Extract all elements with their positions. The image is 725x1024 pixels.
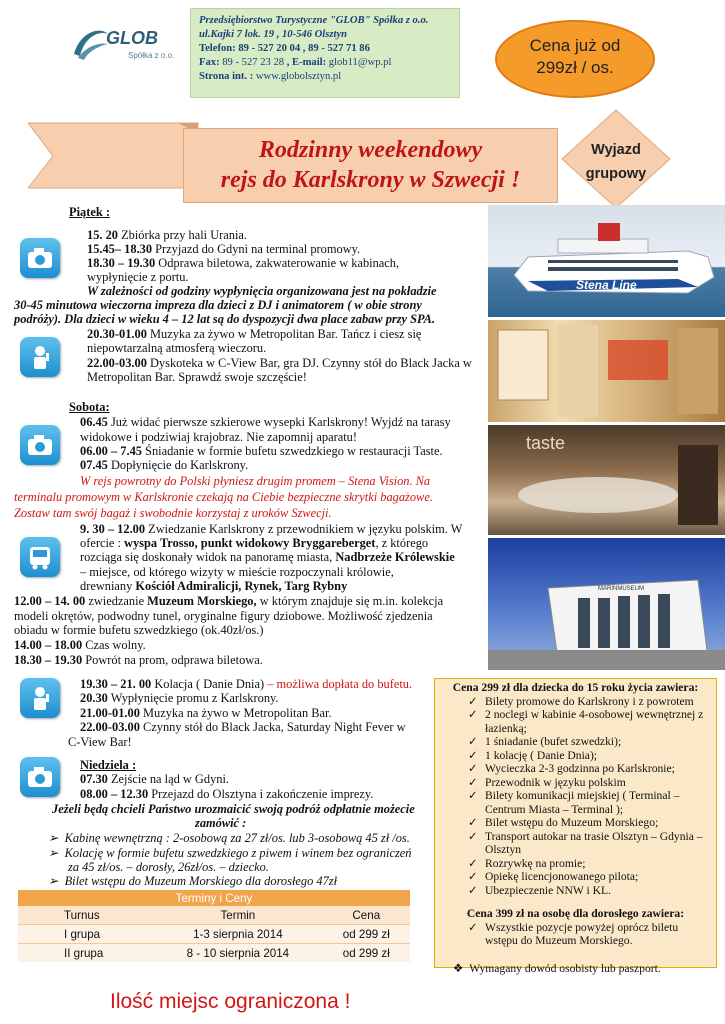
price-badge xyxy=(495,20,655,98)
price-includes-box xyxy=(434,678,717,975)
logo-subtitle: Spółka z o.o. xyxy=(128,51,175,60)
saturday-line-2: widokowe i podziwiaj krajobraz. Nie zapomnij aparatu! xyxy=(80,430,357,444)
cell-price: od 299 zł xyxy=(323,944,410,963)
website-link[interactable]: www.globolsztyn.pl xyxy=(255,71,342,82)
sunday-heading: Niedziela : xyxy=(80,758,137,772)
limited-seats-notice: Ilość miejsc ograniczona ! xyxy=(110,990,351,1013)
checkmark-icon: ✓ xyxy=(468,694,478,708)
saturday-return-3: Zostaw tam swój bagaż i swobodnie korzystaj z uroków Szwecji. xyxy=(14,506,332,520)
includes-item-text: 1 śniadanie (bufet szwedzki); xyxy=(485,735,622,748)
restaurant-image xyxy=(488,425,725,535)
includes-item-text: Transport autokar na trasie Olsztyn – Gdynia – xyxy=(485,829,703,843)
friday-line-8: Metropolitan Bar. Sprawdź swoje szczęście! xyxy=(87,370,307,384)
checkmark-icon: ✓ xyxy=(468,789,478,802)
includes-item-text: 1 kolację ( Danie Dnia); xyxy=(485,748,598,762)
includes-item-text: Ubezpieczenie NNW i KL. xyxy=(485,883,611,897)
text: Odprawa biletowa, zakwaterowanie w kabinach, xyxy=(155,256,400,270)
time: 06.45 xyxy=(80,415,108,429)
saturday-return-1: W rejs powrotny do Polski płyniesz drugim promem – Stena Vision. Na xyxy=(80,474,431,488)
includes-item xyxy=(435,749,716,763)
text: ofercie : xyxy=(80,536,125,550)
optional-extras-line-1: Jeżeli będą chcieli Państwo urozmaicić swoją podróż odpłatnie możecie xyxy=(52,802,415,816)
text: Muzyka na żywo w Metropolitan Bar. xyxy=(139,706,332,720)
time: 18.30 – 19.30 xyxy=(87,256,156,270)
fax-value: 89 - 527 23 28 xyxy=(222,57,287,68)
includes-item-text: Bilety promowe do Karlskrony i z powrotem xyxy=(485,694,694,708)
checkmark-icon: ✓ xyxy=(468,775,478,789)
text: zwiedzanie xyxy=(85,594,148,608)
group-trip-line2: grupowy xyxy=(585,166,647,182)
time: 21.00-01.00 xyxy=(80,706,140,720)
checkmark-icon: ✓ xyxy=(468,816,478,829)
col-header-turnus: Turnus xyxy=(18,906,153,925)
friday-note-1: W zależności od godziny wypłynięcia organizowana jest na pokładzie xyxy=(87,284,437,298)
optional-item-3 xyxy=(48,874,337,888)
email-link[interactable]: glob11@wp.pl xyxy=(328,57,392,68)
text: Kolacja ( Danie Dnia) xyxy=(151,677,268,691)
friday-heading: Piątek : xyxy=(69,205,110,219)
restaurant-photo xyxy=(488,425,725,535)
text: Śniadanie w formie bufetu szwedzkiego w restauracji Taste. xyxy=(141,444,443,458)
company-phone: Telefon: 89 - 527 20 04 , 89 - 527 71 86 xyxy=(199,43,370,54)
saturday-line-3 xyxy=(80,444,443,458)
highlight: Muzeum Morskiego, xyxy=(147,594,257,608)
text: rozciąga się doskonały widok na panoramę miasta, xyxy=(80,550,336,564)
includes-item xyxy=(435,884,716,898)
checkmark-icon: ✓ xyxy=(468,870,478,883)
fax-label: Fax: xyxy=(199,57,223,68)
includes-item xyxy=(435,934,716,948)
text: Czas wolny. xyxy=(82,638,146,652)
banner-title xyxy=(183,128,558,203)
highlight: Kościół Admiralicji, Rynek, Targ Rybny xyxy=(135,579,348,593)
sunday-line-1 xyxy=(80,772,229,786)
person-ok-icon xyxy=(20,678,60,718)
saturday-return-2: terminalu promowym w Karlskronie czekają na Ciebie bezpieczne skrytki bagażowe. xyxy=(14,490,433,504)
includes-item xyxy=(435,762,716,776)
time: 08.00 – 12.30 xyxy=(80,787,149,801)
includes-item xyxy=(435,735,716,749)
cell-group: I grupa xyxy=(18,925,153,944)
banner-title-line2: rejs do Karlskrony w Szwecji ! xyxy=(220,167,521,193)
text: drewniany xyxy=(80,579,136,593)
includes-item xyxy=(435,870,716,884)
terms-title: Terminy i Ceny xyxy=(18,890,410,906)
includes-item-text: Opiekę licencjonowanego pilota; xyxy=(485,870,639,883)
text: Dyskoteka w C-View Bar, gra DJ. Czynny stół do Black Jacka w xyxy=(146,356,472,370)
saturday-tour-2 xyxy=(80,536,428,550)
time: 22.00-03.00 xyxy=(80,720,140,734)
includes-item-text: Centrum Miasta – Terminal ); xyxy=(485,802,624,816)
optional-item-2 xyxy=(48,846,411,860)
saturday-museum-1 xyxy=(14,594,443,608)
optional-extras-line-2: zamówić : xyxy=(195,816,247,830)
includes-item-text: Wycieczka 2-3 godzinna po Karlskronie; xyxy=(485,762,675,775)
saturday-evening-1 xyxy=(80,677,412,691)
cabin-photo xyxy=(488,320,725,422)
child-price-heading: Cena 299 zł dla dziecka do 15 roku życia zawiera: xyxy=(452,681,699,694)
text: Przyjazd do Gdyni na terminal promowy. xyxy=(152,242,361,256)
includes-item-text: Olsztyn xyxy=(485,843,522,856)
text: Zwiedzanie Karlskrony z przewodnikiem w języku polskim. W xyxy=(145,522,463,536)
time: 9. 30 – 12.00 xyxy=(80,522,146,536)
text: Wypłynięcie promu z Karlskrony. xyxy=(107,691,279,705)
saturday-tour-3 xyxy=(80,550,455,564)
includes-item xyxy=(435,803,716,817)
saturday-museum-3: obiadu w formie bufetu szwedzkiego (ok.40zł/os.) xyxy=(14,623,264,637)
saturday-evening-2 xyxy=(80,691,279,705)
time: 14.00 – 18.00 xyxy=(14,638,83,652)
text: Powrót na prom, odprawa biletowa. xyxy=(82,653,263,667)
group-trip-line1: Wyjazd xyxy=(591,142,641,158)
includes-item xyxy=(435,816,716,830)
text: Czynny stół do Black Jacka, Saturday Night Fever w xyxy=(139,720,406,734)
checkmark-icon: ✓ xyxy=(468,856,478,870)
includes-item xyxy=(435,776,716,790)
checkmark-icon: ✓ xyxy=(468,708,478,721)
saturday-heading: Sobota: xyxy=(69,400,110,414)
time: 15. 20 xyxy=(87,228,118,242)
time: 20.30 xyxy=(80,691,108,705)
friday-line-5 xyxy=(87,327,421,341)
text: Dopłynięcie do Karlskrony. xyxy=(107,458,249,472)
time: 20.30-01.00 xyxy=(87,327,147,341)
time: 18.30 – 19.30 xyxy=(14,653,83,667)
optional-item-1 xyxy=(48,831,410,845)
price-badge-line1: Cena już od xyxy=(529,36,621,55)
text: Muzyka za żywo w Metropolitan Bar. Tańcz i ciesz się xyxy=(146,327,422,341)
highlight: wyspa Trosso, punkt widokowy Bryggareberget xyxy=(124,536,376,550)
company-name: Przedsiębiorstwo Turystyczne "GLOB" Spółka z o.o. xyxy=(199,15,429,26)
camera-icon xyxy=(20,238,60,278)
text: Zejście na ląd w Gdyni. xyxy=(107,772,230,786)
museum-image xyxy=(488,538,725,670)
saturday-line-4 xyxy=(80,458,248,472)
logo-text: GLOB xyxy=(106,28,158,48)
includes-item xyxy=(435,830,716,844)
ferry-photo xyxy=(488,205,725,317)
saturday-tour-4: – miejsce, od którego wizyty w mieście rozpoczynali królowie, xyxy=(80,565,394,579)
includes-item xyxy=(435,921,716,935)
includes-item-text: 2 noclegi w kabinie 4-osobowej wewnętrznej z xyxy=(485,708,704,721)
checkmark-icon: ✓ xyxy=(468,920,478,934)
cabin-image xyxy=(488,320,725,422)
friday-note-3: podróży). Dla dzieci w wieku 4 – 12 lat są do dyspozycji dwa place zabaw przy SPA. xyxy=(14,312,436,326)
banner-title-line1: Rodzinny weekendowy xyxy=(258,137,483,163)
time: 07.45 xyxy=(80,458,108,472)
friday-line-7 xyxy=(87,356,472,370)
saturday-evening-4 xyxy=(80,720,406,734)
extra-cost-note: – możliwa dopłata do bufetu. xyxy=(267,677,413,691)
person-ok-icon xyxy=(20,337,60,377)
includes-item-text: Bilety komunikacji miejskiej ( Terminal – xyxy=(485,789,680,802)
cell-group: II grupa xyxy=(18,944,153,963)
company-website xyxy=(199,70,451,84)
group-trip-label xyxy=(566,138,666,186)
saturday-return-ferry xyxy=(14,653,263,667)
text: Kabinę wewnętrzną : 2-osobową za 27 zł/os. lub 3-osobową 45 zł /os. xyxy=(64,831,410,845)
cell-date: 1-3 sierpnia 2014 xyxy=(153,925,322,944)
diamond-bullet-icon: ❖ xyxy=(453,961,470,975)
includes-item-text: Rozrywkę na promie; xyxy=(485,856,586,870)
text: Zbiórka przy hali Urania. xyxy=(117,228,248,242)
text: Już widać pierwsze szkierowe wysepki Karlskrony! Wyjdź na tarasy xyxy=(107,415,451,429)
adult-price-heading: Cena 399 zł na osobę dla dorosłego zawiera: xyxy=(466,907,685,920)
ferry-image xyxy=(488,205,725,317)
sunday-line-2 xyxy=(80,787,373,801)
includes-item xyxy=(435,789,716,803)
text: Bilet wstępu do Muzeum Morskiego dla dorosłego 47zł xyxy=(64,874,338,888)
optional-item-2-cont: za 45 zł/os. – dorosły, 26zł/os. – dziecko. xyxy=(68,860,269,874)
text: w którym znajduje się m.in. kolekcja xyxy=(256,594,444,608)
highlight: Nadbrzeże Królewskie xyxy=(335,550,455,564)
includes-item xyxy=(435,695,716,709)
child-includes-list xyxy=(435,695,716,898)
checkmark-icon: ✓ xyxy=(468,883,478,897)
includes-item-text: Wszystkie pozycje powyżej oprócz biletu xyxy=(485,920,679,934)
museum-sign-text: MARINMUSEUM xyxy=(598,586,644,592)
saturday-tour-5 xyxy=(80,579,347,593)
friday-note-2: 30-45 minutowa wieczorna impreza dla dzieci z DJ i animatorem ( w obie strony xyxy=(14,298,422,312)
friday-line-2 xyxy=(87,242,360,256)
saturday-evening-3 xyxy=(80,706,332,720)
includes-item-text: wstępu do Muzeum Morskiego. xyxy=(485,934,633,947)
museum-photo xyxy=(488,538,725,670)
bus-icon xyxy=(20,537,60,577)
text: Kolację w formie bufetu szwedzkiego z piwem i winem bez ograniczeń xyxy=(64,846,412,860)
friday-line-1 xyxy=(87,228,247,242)
restaurant-sign-text: taste xyxy=(526,433,566,453)
includes-item xyxy=(435,843,716,857)
terms-table xyxy=(18,890,410,962)
adult-includes-list xyxy=(435,921,716,948)
includes-item-text: Przewodnik w języku polskim xyxy=(485,775,626,789)
includes-item xyxy=(435,857,716,871)
saturday-evening-5: C-View Bar! xyxy=(68,735,132,749)
cell-date: 8 - 10 sierpnia 2014 xyxy=(153,944,322,963)
camera-icon xyxy=(20,757,60,797)
company-info xyxy=(190,8,460,98)
includes-item-text: łazienką; xyxy=(485,721,527,735)
camera-icon xyxy=(20,425,60,465)
col-header-cena: Cena xyxy=(323,906,410,925)
checkmark-icon: ✓ xyxy=(468,735,478,748)
time: 07.30 xyxy=(80,772,108,786)
includes-item xyxy=(435,708,716,722)
price-badge-line2: 299zł / os. xyxy=(536,58,614,77)
ship-brand-text: Stena Line xyxy=(576,278,637,292)
company-address: ul.Kajki 7 lok. 19 , 10-546 Olsztyn xyxy=(199,29,348,40)
arrow-bullet-icon: ➢ xyxy=(48,831,65,845)
table-row xyxy=(18,944,410,963)
saturday-tour-1 xyxy=(80,522,462,536)
friday-line-3 xyxy=(87,256,399,270)
arrow-bullet-icon: ➢ xyxy=(48,874,65,888)
includes-item xyxy=(435,722,716,736)
col-header-termin: Termin xyxy=(153,906,322,925)
globe-swoosh-icon xyxy=(70,24,110,64)
email-label: , E-mail: xyxy=(286,57,329,68)
checkmark-icon: ✓ xyxy=(468,829,478,843)
table-row xyxy=(18,925,410,944)
company-fax-email xyxy=(199,56,451,70)
saturday-free-time xyxy=(14,638,146,652)
cell-price: od 299 zł xyxy=(323,925,410,944)
text: Przejazd do Olsztyna i zakończenie imprezy. xyxy=(148,787,374,801)
saturday-line-1 xyxy=(80,415,451,429)
glob-logo xyxy=(88,20,178,70)
time: 12.00 – 14. 00 xyxy=(14,594,86,608)
time: 19.30 – 21. 00 xyxy=(80,677,152,691)
time: 15.45– 18.30 xyxy=(87,242,153,256)
id-note xyxy=(435,962,716,976)
website-label: Strona int. : xyxy=(199,71,256,82)
includes-item-text: Bilet wstępu do Muzeum Morskiego; xyxy=(485,816,659,829)
checkmark-icon: ✓ xyxy=(468,748,478,762)
text: , z którego xyxy=(375,536,429,550)
friday-line-6: niepowtarzalną atmosferą wieczoru. xyxy=(87,341,267,355)
time: 22.00-03.00 xyxy=(87,356,147,370)
checkmark-icon: ✓ xyxy=(468,762,478,775)
arrow-bullet-icon: ➢ xyxy=(48,846,65,860)
friday-line-4: wypłynięcie z portu. xyxy=(87,270,189,284)
saturday-museum-2: modeli okrętów, podwodny tunel, oryginalne figury dziobowe. Możliwość zjedzenia xyxy=(14,609,433,623)
time: 06.00 – 7.45 xyxy=(80,444,142,458)
id-note-text: Wymagany dowód osobisty lub paszport. xyxy=(469,961,661,975)
